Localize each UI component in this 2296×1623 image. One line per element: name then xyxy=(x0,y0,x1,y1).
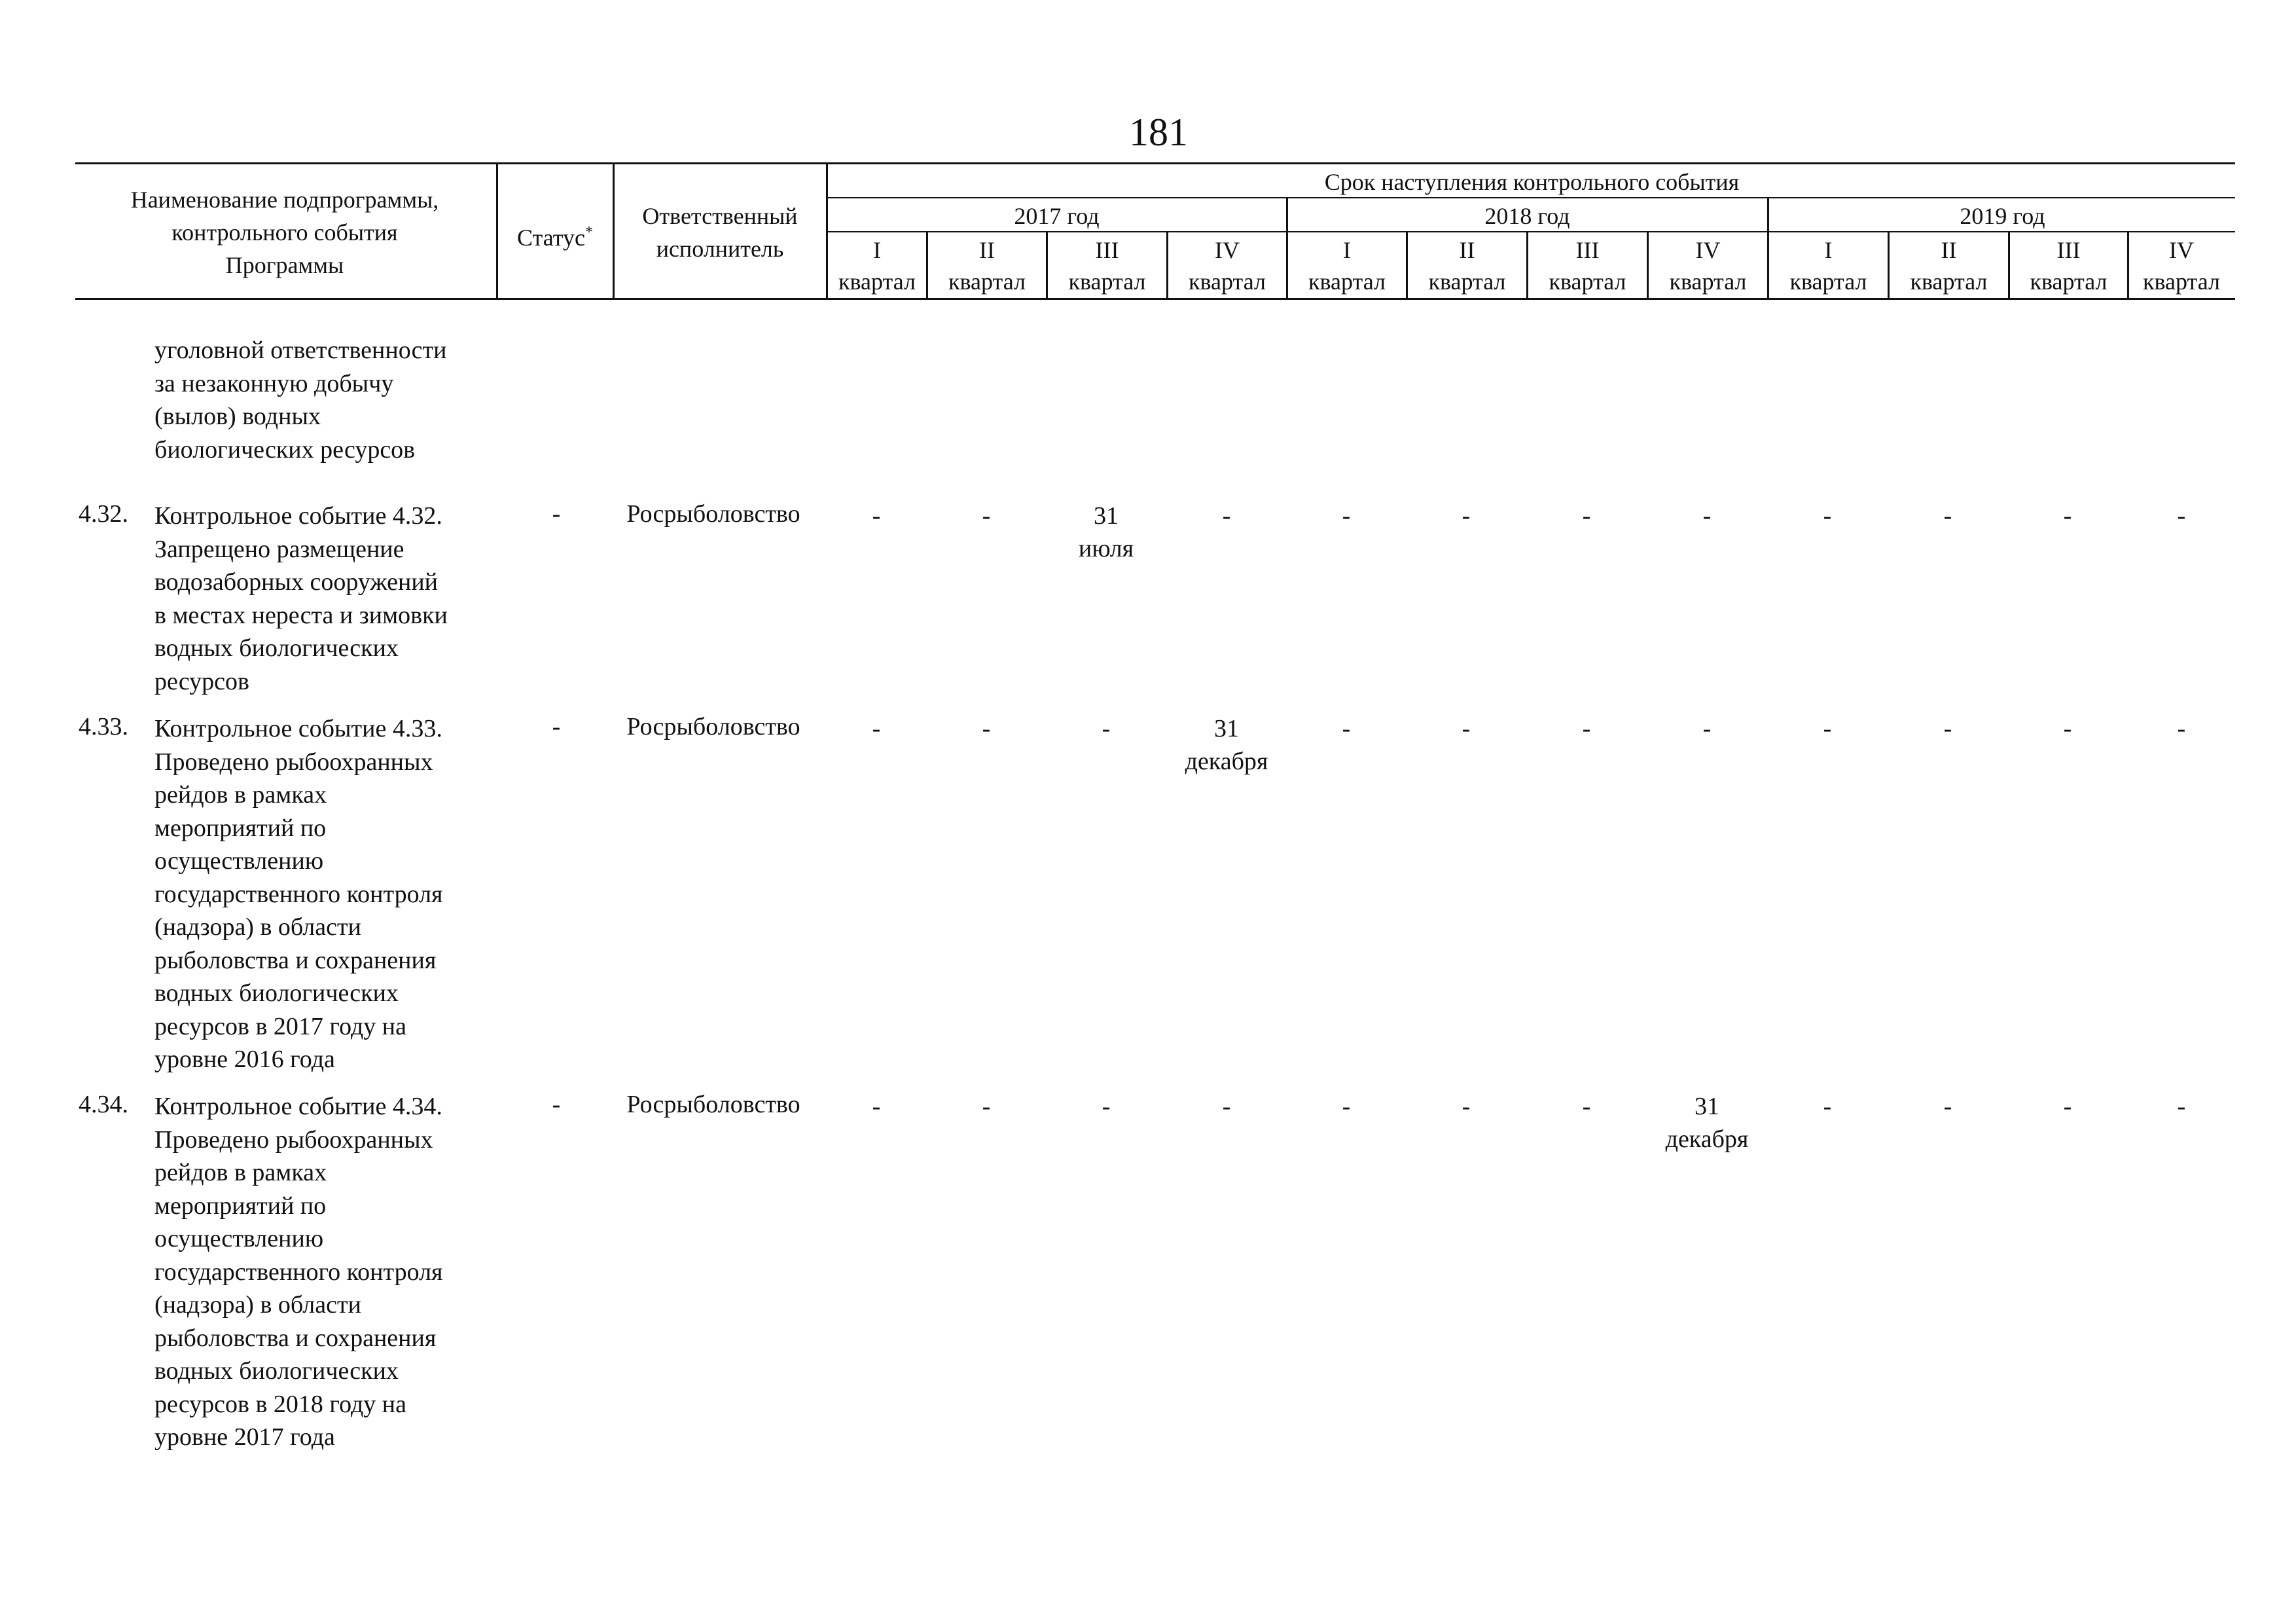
text-line: водозаборных сооружений xyxy=(154,568,438,596)
cell-line: - xyxy=(2063,502,2072,530)
cell-line: - xyxy=(1342,1093,1351,1120)
cell-line: - xyxy=(1222,1093,1231,1120)
cell-line: - xyxy=(1823,1093,1832,1120)
quarter-cell xyxy=(1767,712,1888,745)
cell-line: - xyxy=(982,502,991,530)
quarter-cell xyxy=(1285,500,1407,532)
cell-line: - xyxy=(872,1093,881,1120)
cell-line: 31 xyxy=(1214,715,1239,742)
text-line: осуществлению xyxy=(154,1225,324,1252)
quarter-word: квартал xyxy=(1910,268,1988,295)
quarter-word: квартал xyxy=(2143,268,2220,295)
quarter-word: квартал xyxy=(1669,268,1747,295)
cell-line: - xyxy=(1943,715,1952,742)
cell-line: - xyxy=(1342,502,1351,530)
cell-line: - xyxy=(2063,715,2072,742)
cell-line: - xyxy=(1462,1093,1471,1120)
text-line: ресурсов в 2018 году на xyxy=(154,1390,407,1418)
text-line: уголовной ответственности xyxy=(154,337,447,364)
cell-line: - xyxy=(1702,715,1712,742)
quarter-cell xyxy=(1526,712,1647,745)
quarter-cell xyxy=(2121,1090,2242,1123)
quarter-numeral: III xyxy=(1095,237,1119,263)
cell-line: - xyxy=(1462,715,1471,742)
cell-line: - xyxy=(1943,1093,1952,1120)
text-line: (надзора) в области xyxy=(154,1291,361,1319)
quarter-word: квартал xyxy=(2030,268,2108,295)
quarter-cell xyxy=(1887,712,2009,745)
quarter-word: квартал xyxy=(838,268,916,295)
cell-line: - xyxy=(2177,715,2186,742)
quarter-cell xyxy=(1767,1090,1888,1123)
quarter-cell xyxy=(2121,712,2242,745)
quarter-word: квартал xyxy=(1789,268,1867,295)
text-line: (надзора) в области xyxy=(154,913,361,941)
table-top-border xyxy=(75,162,2235,164)
quarter-numeral: III xyxy=(2056,237,2081,263)
header-name-line-2: контрольного события xyxy=(171,219,398,246)
quarter-cell xyxy=(1646,712,1768,745)
quarter-cell xyxy=(2007,1090,2128,1123)
table-header-bottom-border xyxy=(75,298,2235,300)
header-year-2019: 2019 год xyxy=(1960,203,2045,229)
quarter-numeral: I xyxy=(1824,237,1833,263)
text-line: водных биологических xyxy=(154,634,399,662)
text-line: водных биологических xyxy=(154,1357,399,1385)
text-line: Контрольное событие 4.33. xyxy=(154,715,442,742)
row-responsible: Росрыболовство xyxy=(626,500,800,528)
quarter-word: квартал xyxy=(1068,268,1146,295)
text-line: уровне 2016 года xyxy=(154,1046,335,1073)
row-status: - xyxy=(552,1091,561,1118)
status-footnote-mark: * xyxy=(585,224,593,241)
cell-line: - xyxy=(1582,502,1591,530)
row-number: 4.32. xyxy=(79,500,128,528)
quarter-word: квартал xyxy=(1308,268,1386,295)
text-line: уровне 2017 года xyxy=(154,1423,335,1451)
text-line: мероприятий по xyxy=(154,1192,327,1220)
header-responsible-line-2: исполнитель xyxy=(656,236,784,262)
quarter-numeral: II xyxy=(979,237,995,263)
column-divider xyxy=(496,162,498,300)
cell-line: - xyxy=(1102,1093,1111,1120)
quarter-cell xyxy=(1646,1090,1768,1156)
cell-line: - xyxy=(1582,1093,1591,1120)
cell-line: 31 xyxy=(1695,1093,1719,1120)
cell-line: декабря xyxy=(1665,1125,1749,1153)
quarter-cell xyxy=(1045,712,1167,745)
text-line: (вылов) водных xyxy=(154,403,321,430)
cell-line: 31 xyxy=(1094,502,1119,530)
quarter-cell xyxy=(1887,500,2009,532)
quarter-cell xyxy=(1285,712,1407,745)
header-responsible-line-1: Ответственный xyxy=(642,203,798,229)
cell-line: - xyxy=(1943,502,1952,530)
quarter-numeral: I xyxy=(873,237,881,263)
quarter-cell xyxy=(1646,500,1768,532)
quarter-numeral: IV xyxy=(1215,237,1240,263)
header-status xyxy=(499,216,611,254)
quarter-word: квартал xyxy=(948,268,1026,295)
row-description xyxy=(154,500,495,698)
quarter-cell xyxy=(1045,1090,1167,1123)
text-line: осуществлению xyxy=(154,847,324,875)
row-number: 4.33. xyxy=(79,713,128,740)
cell-line: - xyxy=(2177,1093,2186,1120)
quarter-cell xyxy=(1887,1090,2009,1123)
quarter-cell xyxy=(816,1090,937,1123)
cell-line: декабря xyxy=(1185,748,1268,775)
cell-line: - xyxy=(982,715,991,742)
text-line: рыболовства и сохранения xyxy=(154,1324,437,1352)
text-line: Проведено рыбоохранных xyxy=(154,748,433,776)
cell-line: - xyxy=(872,715,881,742)
header-deadline-group: Срок наступления контрольного события xyxy=(1324,169,1740,195)
quarter-cell xyxy=(2007,500,2128,532)
quarter-cell xyxy=(1405,1090,1527,1123)
cell-line: - xyxy=(982,1093,991,1120)
text-line: мероприятий по xyxy=(154,814,327,842)
quarter-cell xyxy=(1526,1090,1647,1123)
quarter-cell xyxy=(2121,500,2242,532)
header-year-2018: 2018 год xyxy=(1484,203,1570,229)
cell-line: июля xyxy=(1078,535,1134,562)
text-line: Запрещено размещение xyxy=(154,535,404,563)
text-line: Контрольное событие 4.34. xyxy=(154,1093,442,1120)
text-line: биологических ресурсов xyxy=(154,435,416,464)
text-line: Контрольное событие 4.32. xyxy=(154,502,442,530)
quarter-cell xyxy=(1767,500,1888,532)
quarter-cell xyxy=(1405,712,1527,745)
page-number: 181 xyxy=(1129,111,1188,154)
continuation-text xyxy=(154,334,495,466)
quarter-cell xyxy=(1405,500,1527,532)
row-description xyxy=(154,1090,495,1454)
quarter-numeral: II xyxy=(1941,237,1957,263)
row-responsible: Росрыболовство xyxy=(626,1091,800,1118)
text-line: рыболовства и сохранения xyxy=(154,946,437,974)
quarter-numeral: IV xyxy=(2169,237,2194,263)
quarter-cell xyxy=(925,500,1047,532)
quarter-cell xyxy=(1285,1090,1407,1123)
row-status: - xyxy=(552,500,561,528)
cell-line: - xyxy=(1582,715,1591,742)
cell-line: - xyxy=(1462,502,1471,530)
quarter-word: квартал xyxy=(1549,268,1626,295)
text-line: ресурсов в 2017 году на xyxy=(154,1012,407,1040)
cell-line: - xyxy=(1702,502,1712,530)
text-line: ресурсов xyxy=(154,667,249,695)
text-line: Проведено рыбоохранных xyxy=(154,1125,433,1154)
text-line: водных биологических xyxy=(154,979,399,1007)
quarter-numeral: I xyxy=(1343,237,1351,263)
quarter-cell xyxy=(1045,500,1167,565)
row-status: - xyxy=(552,713,561,740)
cell-line: - xyxy=(1102,715,1111,742)
quarter-word: квартал xyxy=(1428,268,1506,295)
cell-line: - xyxy=(1342,715,1351,742)
row-number: 4.34. xyxy=(79,1091,128,1118)
header-year-2017: 2017 год xyxy=(1014,203,1100,229)
row-description xyxy=(154,712,495,1076)
quarter-cell xyxy=(1526,500,1647,532)
text-line: государственного контроля xyxy=(154,880,443,908)
text-line: рейдов в рамках xyxy=(154,781,327,809)
text-line: государственного контроля xyxy=(154,1258,443,1286)
column-divider xyxy=(613,162,615,300)
cell-line: - xyxy=(872,502,881,530)
quarter-cell xyxy=(925,712,1047,745)
quarter-numeral: II xyxy=(1459,237,1475,263)
quarter-numeral: IV xyxy=(1695,237,1721,263)
header-name-line-1: Наименование подпрограммы, xyxy=(130,187,439,213)
cell-line: - xyxy=(1222,502,1231,530)
quarter-cell xyxy=(1166,500,1287,532)
quarter-cell xyxy=(816,712,937,745)
cell-line: - xyxy=(2063,1093,2072,1120)
quarter-cell xyxy=(1166,712,1287,778)
quarter-word: квартал xyxy=(1189,268,1266,295)
cell-line: - xyxy=(1823,715,1832,742)
quarter-cell xyxy=(816,500,937,532)
quarter-cell xyxy=(925,1090,1047,1123)
quarter-numeral: III xyxy=(1575,237,1600,263)
quarter-cell xyxy=(1166,1090,1287,1123)
cell-line: - xyxy=(2177,502,2186,530)
cell-line: - xyxy=(1823,502,1832,530)
quarter-cell xyxy=(2007,712,2128,745)
text-line: за незаконную добычу xyxy=(154,369,394,397)
row-responsible: Росрыболовство xyxy=(626,713,800,740)
header-status-label: Статус xyxy=(517,225,585,251)
text-line: в местах нереста и зимовки xyxy=(154,601,448,629)
text-line: рейдов в рамках xyxy=(154,1159,327,1186)
header-name-line-3: Программы xyxy=(225,252,344,278)
